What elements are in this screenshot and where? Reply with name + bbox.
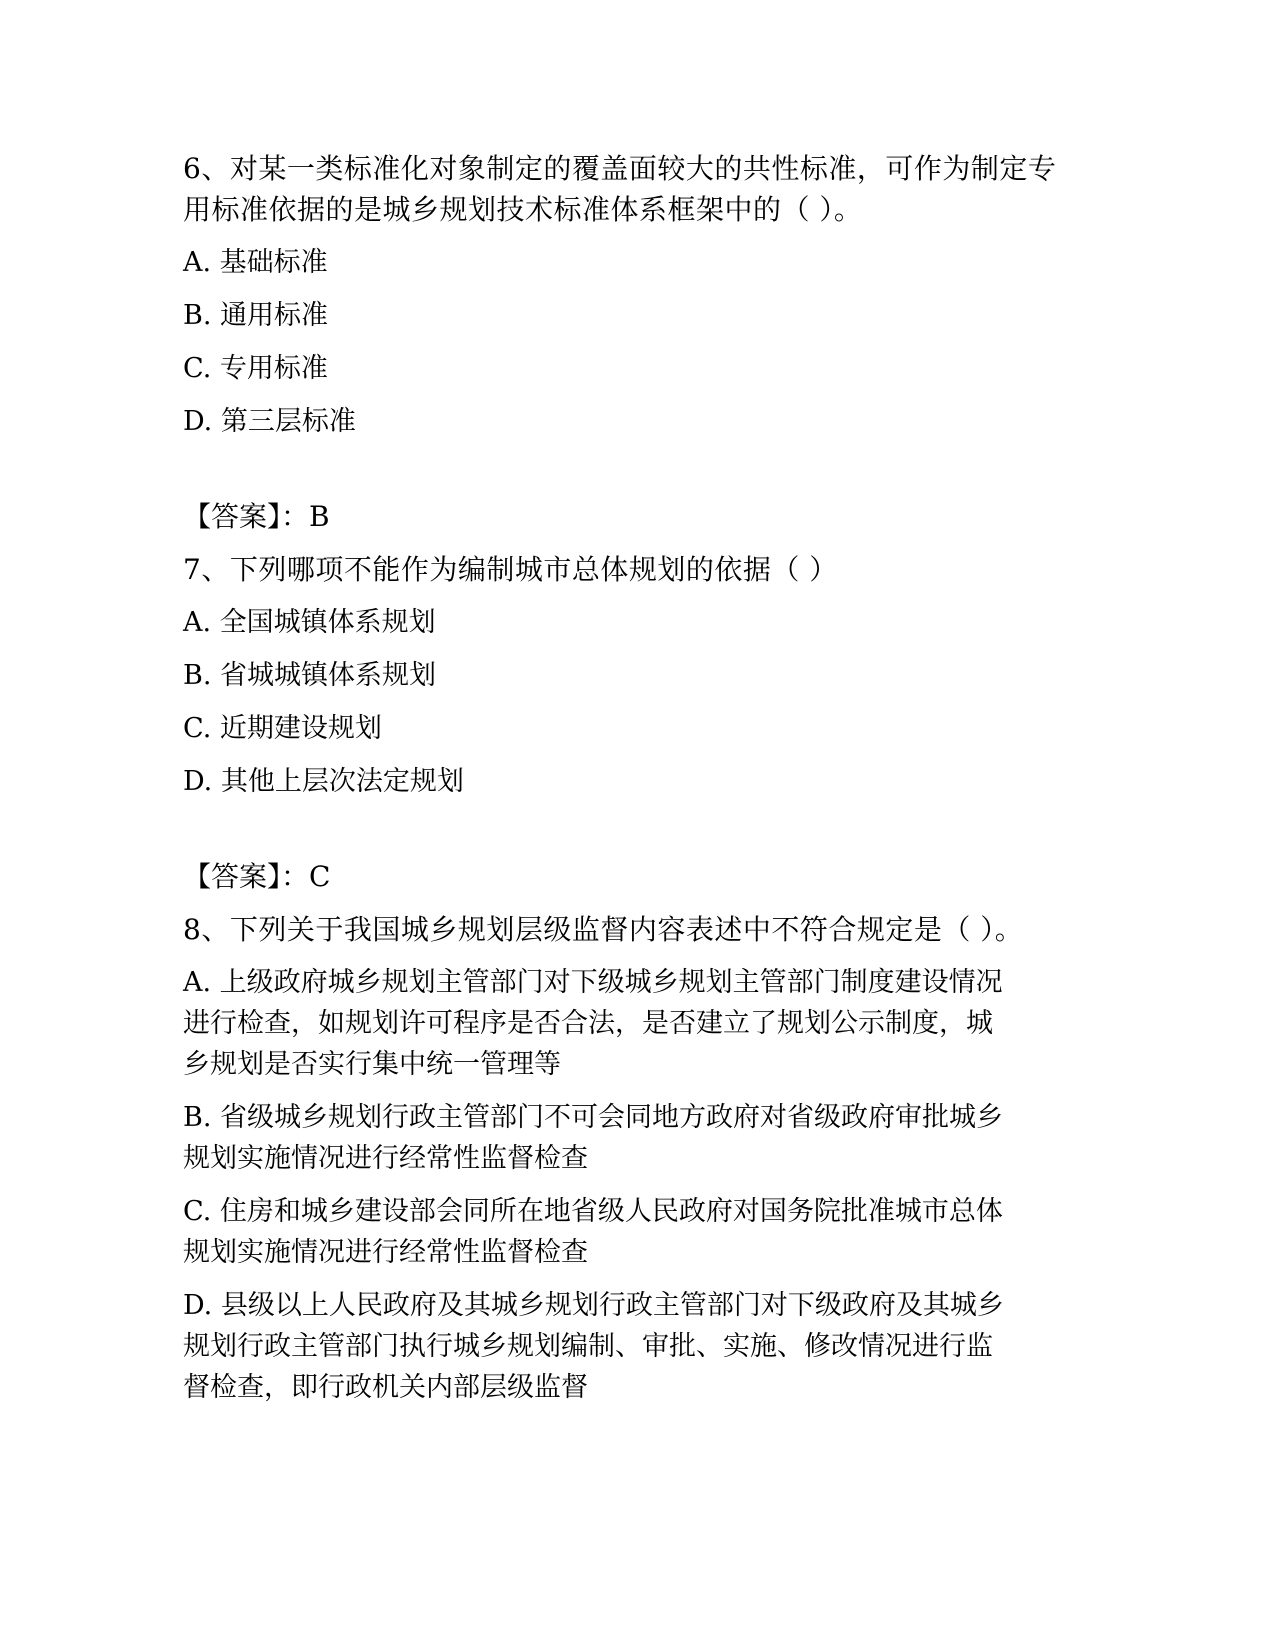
question-8-option-d (183, 1285, 1063, 1408)
question-8-option-c-line-2: 规划实施情况进行经常性监督检查 (183, 1237, 588, 1268)
question-8-option-a (183, 962, 1063, 1085)
question-7-option-a: A. 全国城镇体系规划 (183, 607, 436, 638)
question-7-stem: 7、下列哪项不能作为编制城市总体规划的依据（ ） (183, 553, 838, 586)
question-7-option-c: C. 近期建设规划 (183, 713, 382, 744)
question-8-option-b-line-1: B. 省级城乡规划行政主管部门不可会同地方政府对省级政府审批城乡 (183, 1102, 1004, 1133)
question-8-option-d-line-3: 督检查，即行政机关内部层级监督 (183, 1372, 588, 1403)
question-8-option-b-line-2: 规划实施情况进行经常性监督检查 (183, 1143, 588, 1174)
question-8-option-a-line-3: 乡规划是否实行集中统一管理等 (183, 1049, 561, 1080)
question-8-option-d-line-1: D. 县级以上人民政府及其城乡规划行政主管部门对下级政府及其城乡 (183, 1290, 1004, 1321)
question-6-stem-line-1: 6、对某一类标准化对象制定的覆盖面较大的共性标准，可作为制定专 (183, 152, 1057, 185)
question-7 (183, 549, 1063, 897)
question-6-answer: 【答案】：B (183, 500, 330, 533)
question-7-option-d: D. 其他上层次法定规划 (183, 766, 464, 797)
question-6 (183, 148, 1063, 537)
question-6-stem-line-2: 用标准依据的是城乡规划技术标准体系框架中的（ ）。 (183, 193, 863, 226)
question-6-option-c: C. 专用标准 (183, 353, 328, 384)
question-6-option-b: B. 通用标准 (183, 300, 329, 331)
question-6-option-a: A. 基础标准 (183, 247, 328, 278)
question-7-answer: 【答案】：C (183, 860, 331, 893)
question-8-option-d-line-2: 规划行政主管部门执行城乡规划编制、审批、实施、修改情况进行监 (183, 1331, 993, 1362)
question-8-option-b (183, 1097, 1063, 1179)
question-6-option-d: D. 第三层标准 (183, 406, 356, 437)
question-7-option-b: B. 省城城镇体系规划 (183, 660, 437, 691)
question-8-stem: 8、下列关于我国城乡规划层级监督内容表述中不符合规定是（ ）。 (183, 913, 1024, 946)
question-8-option-c (183, 1191, 1063, 1273)
document-page (183, 148, 1063, 1408)
question-8-option-a-line-2: 进行检查，如规划许可程序是否合法，是否建立了规划公示制度，城 (183, 1008, 993, 1039)
question-8 (183, 909, 1063, 1408)
question-8-option-c-line-1: C. 住房和城乡建设部会同所在地省级人民政府对国务院批准城市总体 (183, 1196, 1003, 1227)
question-8-option-a-line-1: A. 上级政府城乡规划主管部门对下级城乡规划主管部门制度建设情况 (183, 967, 1003, 998)
